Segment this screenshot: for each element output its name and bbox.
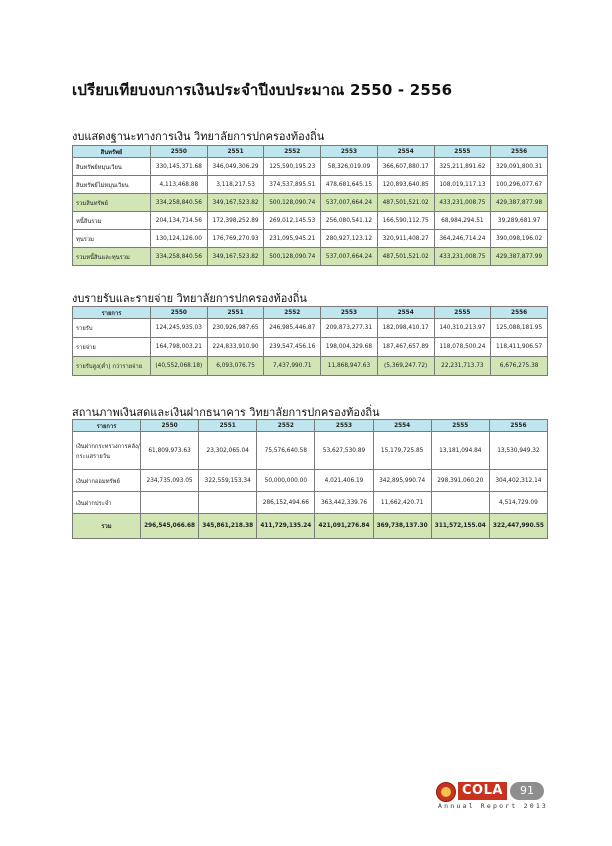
cash-status-table	[72, 419, 548, 539]
year-header: 2553	[321, 146, 378, 158]
year-header: 2552	[264, 307, 321, 319]
year-header: 2550	[151, 146, 208, 158]
cell-value: 230,926,987.65	[207, 319, 264, 338]
cell-value: 246,985,446.87	[264, 319, 321, 338]
year-header: 2554	[377, 146, 434, 158]
cell-value: 204,134,714.56	[151, 212, 208, 230]
cell-value: 172,398,252.89	[207, 212, 264, 230]
cell-value: 125,088,181.95	[491, 319, 548, 338]
cell-value: 75,576,640.58	[257, 432, 315, 470]
table-row	[73, 432, 548, 470]
cell-value: 39,289,681.97	[491, 212, 548, 230]
cell-value: 15,179,725.85	[373, 432, 431, 470]
cell-value: 58,326,019.09	[321, 158, 378, 176]
cell-value: 61,809,973.63	[141, 432, 199, 470]
cell-value: 130,124,126.00	[151, 230, 208, 248]
year-header: 2555	[434, 146, 491, 158]
cell-value: 345,861,218.38	[199, 514, 257, 539]
cell-value: 478,681,645.15	[321, 176, 378, 194]
row-label-line: รวม	[101, 524, 112, 530]
cell-value: 366,607,880.17	[377, 158, 434, 176]
table-row	[73, 470, 548, 492]
cell-value: 322,447,990.55	[489, 514, 547, 539]
cell-value: 311,572,155.04	[431, 514, 489, 539]
page-number: 91	[510, 782, 544, 800]
cell-value: 329,091,800.31	[491, 158, 548, 176]
table-row	[73, 319, 548, 338]
row-label: หนี้สินรวม	[73, 212, 151, 230]
cell-value	[141, 492, 199, 514]
cell-value: 286,152,494.66	[257, 492, 315, 514]
year-header: 2552	[264, 146, 321, 158]
table-row	[73, 492, 548, 514]
cell-value: 325,211,891.62	[434, 158, 491, 176]
cell-value: 239,547,456.16	[264, 338, 321, 357]
row-label	[73, 432, 141, 470]
year-header: 2553	[321, 307, 378, 319]
cell-value: 198,004,329.68	[321, 338, 378, 357]
cell-value: 125,590,195.23	[264, 158, 321, 176]
cell-value: 256,080,541.12	[321, 212, 378, 230]
header-label: สินทรัพย์	[73, 146, 151, 158]
row-label-line: กระแสรายวัน	[76, 453, 110, 460]
cell-value: 50,000,000.00	[257, 470, 315, 492]
table-header-row	[73, 420, 548, 432]
year-header: 2551	[199, 420, 257, 432]
cell-value: 500,128,090.74	[264, 194, 321, 212]
cell-value: 374,537,895.51	[264, 176, 321, 194]
year-header: 2552	[257, 420, 315, 432]
row-label: สินทรัพย์หมุนเวียน	[73, 158, 151, 176]
table-header-row	[73, 146, 548, 158]
cell-value: 421,091,276.84	[315, 514, 373, 539]
cell-value: 304,402,312.14	[489, 470, 547, 492]
row-label: รวมหนี้สินและทุนรวม	[73, 248, 151, 266]
cell-value: 7,437,990.71	[264, 357, 321, 376]
cell-value: 187,467,657.89	[377, 338, 434, 357]
table-row	[73, 248, 548, 266]
section-title-balance-sheet: งบแสดงฐานะทางการเงิน วิทยาลัยการปกครองท้องถิ่น	[72, 130, 325, 143]
cell-value: 11,662,420.71	[373, 492, 431, 514]
cell-value: 322,559,153.34	[199, 470, 257, 492]
cell-value: 4,113,468.88	[151, 176, 208, 194]
section-title-income-expense: งบรายรับและรายจ่าย วิทยาลัยการปกครองท้องถิ่น	[72, 292, 307, 305]
year-header: 2556	[491, 307, 548, 319]
cell-value: 231,095,945.21	[264, 230, 321, 248]
year-header: 2553	[315, 420, 373, 432]
cell-value: 23,302,065.04	[199, 432, 257, 470]
row-label	[73, 470, 141, 492]
cell-value: 140,310,213.97	[434, 319, 491, 338]
cell-value: 176,769,270.93	[207, 230, 264, 248]
section-title-cash-status: สถานภาพเงินสดและเงินฝากธนาคาร วิทยาลัยการปกครองท้องถิ่น	[72, 406, 380, 419]
cell-value: 487,501,521.02	[377, 248, 434, 266]
cell-value: 500,128,090.74	[264, 248, 321, 266]
cell-value: 346,049,306.29	[207, 158, 264, 176]
year-header: 2551	[207, 146, 264, 158]
cell-value: 363,442,339.76	[315, 492, 373, 514]
cell-value: 118,411,906.57	[491, 338, 548, 357]
cell-value: 3,118,217.53	[207, 176, 264, 194]
row-label: รวมสินทรัพย์	[73, 194, 151, 212]
cell-value: 224,833,910.90	[207, 338, 264, 357]
header-label: รายการ	[73, 307, 151, 319]
cell-value: 209,873,277.31	[321, 319, 378, 338]
year-header: 2556	[491, 146, 548, 158]
cell-value: 429,387,877.99	[491, 248, 548, 266]
cell-value: 6,093,076.75	[207, 357, 264, 376]
table-row	[73, 194, 548, 212]
cell-value: 120,893,640.85	[377, 176, 434, 194]
income-expense-table	[72, 306, 548, 376]
year-header: 2550	[141, 420, 199, 432]
row-label-line: เงินฝากกระทรวงการคลัง/	[76, 443, 140, 450]
cell-value: 433,231,008.75	[434, 194, 491, 212]
year-header: 2554	[377, 307, 434, 319]
row-label: รายรับสูง(ต่ำ) กว่ารายจ่าย	[73, 357, 151, 376]
cell-value: 234,735,093.05	[141, 470, 199, 492]
cell-value: 100,296,077.67	[491, 176, 548, 194]
cell-value	[431, 492, 489, 514]
cell-value: 330,145,371.68	[151, 158, 208, 176]
row-label: รายจ่าย	[73, 338, 151, 357]
page-title: เปรียบเทียบงบการเงินประจำปีงบประมาณ 2550 - 2556	[72, 81, 453, 99]
cell-value: 369,738,137.30	[373, 514, 431, 539]
cell-value: 11,868,947.63	[321, 357, 378, 376]
table-row	[73, 230, 548, 248]
cell-value: 296,545,066.68	[141, 514, 199, 539]
cell-value: 349,167,523.82	[207, 194, 264, 212]
year-header: 2554	[373, 420, 431, 432]
year-header: 2550	[151, 307, 208, 319]
cell-value: 4,514,729.09	[489, 492, 547, 514]
cell-value: 164,798,003.21	[151, 338, 208, 357]
cell-value: 182,098,410.17	[377, 319, 434, 338]
seal-icon	[436, 782, 456, 802]
year-header: 2555	[434, 307, 491, 319]
cell-value: 269,012,145.53	[264, 212, 321, 230]
year-header: 2556	[489, 420, 547, 432]
table-row	[73, 338, 548, 357]
year-header: 2551	[207, 307, 264, 319]
row-label	[73, 492, 141, 514]
cell-value: 13,181,094.84	[431, 432, 489, 470]
cell-value: (40,552,068.18)	[151, 357, 208, 376]
table-row	[73, 357, 548, 376]
logo-text: COLA	[458, 782, 507, 800]
cell-value: 22,231,713.73	[434, 357, 491, 376]
row-label: สินทรัพย์ไม่หมุนเวียน	[73, 176, 151, 194]
cell-value: 334,258,840.56	[151, 248, 208, 266]
cell-value: 13,530,949.32	[489, 432, 547, 470]
cell-value: 537,007,664.24	[321, 248, 378, 266]
cell-value: 124,245,935.03	[151, 319, 208, 338]
cell-value	[199, 492, 257, 514]
table-row	[73, 158, 548, 176]
footer-logo	[436, 780, 548, 814]
cell-value: 334,258,840.56	[151, 194, 208, 212]
row-label: รายรับ	[73, 319, 151, 338]
table-row	[73, 514, 548, 539]
cell-value: 390,098,196.02	[491, 230, 548, 248]
cell-value: 320,911,408.27	[377, 230, 434, 248]
cell-value: 537,007,664.24	[321, 194, 378, 212]
cell-value: 429,387,877.98	[491, 194, 548, 212]
cell-value: 433,231,008.75	[434, 248, 491, 266]
cell-value: (5,369,247.72)	[377, 357, 434, 376]
table-row	[73, 176, 548, 194]
cell-value: 118,078,500.24	[434, 338, 491, 357]
cell-value: 349,167,523.82	[207, 248, 264, 266]
cell-value: 487,501,521.02	[377, 194, 434, 212]
cell-value: 342,895,990.74	[373, 470, 431, 492]
row-label-line: เงินฝากออมทรัพย์	[76, 478, 120, 485]
row-label: ทุนรวม	[73, 230, 151, 248]
cell-value: 166,590,112.75	[377, 212, 434, 230]
cell-value: 411,729,135.24	[257, 514, 315, 539]
annual-report-label: Annual Report 2013	[438, 802, 549, 810]
row-label	[73, 514, 141, 539]
balance-sheet-table	[72, 145, 548, 266]
header-label: รายการ	[73, 420, 141, 432]
cell-value: 68,984,294.51	[434, 212, 491, 230]
cell-value: 4,021,406.19	[315, 470, 373, 492]
table-row	[73, 212, 548, 230]
cell-value: 280,927,123.12	[321, 230, 378, 248]
table-header-row	[73, 307, 548, 319]
cell-value: 6,676,275.38	[491, 357, 548, 376]
row-label-line: เงินฝากประจำ	[76, 500, 112, 507]
cell-value: 298,391,060.20	[431, 470, 489, 492]
cell-value: 53,627,530.89	[315, 432, 373, 470]
cell-value: 364,246,714.24	[434, 230, 491, 248]
year-header: 2555	[431, 420, 489, 432]
cell-value: 108,019,117.13	[434, 176, 491, 194]
